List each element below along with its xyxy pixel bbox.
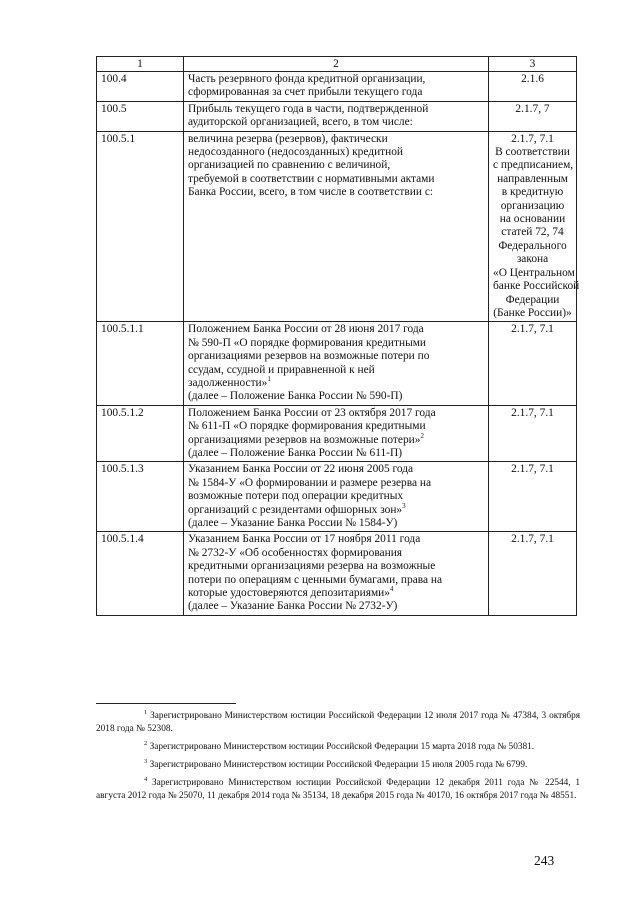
- footnote-mark: 2: [420, 431, 424, 440]
- reference-line: Федерации: [505, 293, 560, 306]
- footnote-text: Зарегистрировано Министерством юстиции Российской Федерации 15 июля 2005 года № 6799.: [147, 760, 528, 770]
- footnote: [96, 710, 580, 736]
- description-line: недосозданного (недосозданных) кредитной: [188, 146, 404, 159]
- row-code: 100.5.1.2: [97, 405, 184, 462]
- description-line: величина резерва (резервов), фактически: [188, 132, 388, 145]
- footnote-mark: 4: [389, 585, 394, 594]
- description-line: возможные потери под операции кредитных: [188, 490, 404, 503]
- description-line: Положением Банка России от 23 октября 2017 года: [188, 406, 436, 419]
- reference-line: В соответствии: [495, 146, 570, 159]
- description-line: Положением Банка России от 28 июня 2017 года: [188, 323, 424, 336]
- reference-line: в кредитную: [501, 186, 564, 199]
- description-line: ссудам, ссудной и приравненной к ней: [188, 363, 375, 376]
- row-code: 100.5.1.3: [97, 462, 184, 532]
- footnote-number: 2: [144, 739, 148, 747]
- table-row: [97, 405, 577, 462]
- description-line: задолженности»$^1$: [188, 375, 271, 389]
- reference-line: 2.1.6: [521, 73, 544, 85]
- description-line: № 2732-У «Об особенностях формирования: [188, 546, 403, 559]
- table-row: [97, 101, 577, 131]
- reference-line: 2.1.7, 7: [515, 102, 550, 115]
- description-line: Указанием Банка России от 17 ноября 2011 года: [188, 533, 421, 546]
- table-row: [97, 131, 577, 322]
- footnote-number: 3: [144, 757, 148, 765]
- header-col-3: 3: [489, 57, 577, 72]
- row-description: [184, 322, 489, 405]
- description-line: (далее – Указание Банка России № 1584-У): [188, 517, 398, 529]
- row-reference: [489, 131, 580, 322]
- description-line: (далее – Положение Банка России № 611-П): [188, 446, 402, 459]
- description-line: кредитными организациями резерва на возможные: [188, 560, 436, 573]
- footnote: [96, 741, 580, 754]
- header-col-1: 1: [97, 57, 184, 72]
- description-line: организациями резервов на возможные потери по: [188, 350, 430, 363]
- description-line: организаций с резидентами офшорных зон»$^3$: [188, 501, 406, 516]
- footnote-text: Зарегистрировано Министерством юстиции Российской Федерации 12 декабря 2011 года № 22544, 1 августа 2012 года № 25070, 11 декабря 2014 года № 35134, 18 декабря 2015 года № 40170, 16 октября 2017 года № 48551.: [96, 778, 580, 801]
- row-reference: [489, 322, 577, 405]
- reference-line: банке Российской: [493, 280, 580, 293]
- row-reference: [489, 532, 577, 615]
- description-line: требуемой в соответствии с нормативными актами: [188, 172, 435, 185]
- description-line: Прибыль текущего года в части, подтвержденной: [188, 102, 429, 115]
- reference-line: 2.1.7, 7.1: [511, 463, 554, 476]
- row-description: [184, 405, 489, 462]
- description-line: № 590-П «О порядке формирования кредитными: [188, 336, 427, 349]
- description-line: Указанием Банка России от 22 июня 2005 года: [188, 463, 414, 476]
- description-line: (далее – Указание Банка России № 2732-У): [188, 600, 398, 613]
- description-line: Часть резервного фонда кредитной организации,: [188, 73, 426, 85]
- reference-line: закона: [516, 253, 549, 266]
- description-line: которые удостоверяются депозитариями»$^4$: [188, 585, 394, 600]
- row-reference: [489, 405, 577, 462]
- row-code: 100.4: [97, 72, 184, 102]
- row-reference: [489, 72, 577, 102]
- reference-line: с предписанием,: [493, 159, 574, 172]
- footnote-text: Зарегистрировано Министерством юстиции Российской Федерации 12 июля 2017 года № 47384, 3 октября 2018 года № 52308.: [96, 711, 580, 734]
- footnote-text: Зарегистрировано Министерством юстиции Российской Федерации 15 марта 2018 года № 50381.: [147, 742, 535, 752]
- table-header-row: [97, 57, 577, 72]
- table-row: [97, 322, 577, 405]
- reference-line: на основании: [499, 213, 566, 226]
- row-description: [184, 462, 489, 532]
- row-code: 100.5.1.1: [97, 322, 184, 405]
- description-line: организацией по сравнению с величиной,: [188, 159, 391, 172]
- row-code: 100.5: [97, 101, 184, 131]
- reference-line: Федерального: [498, 239, 567, 252]
- reference-line: «О Центральном: [493, 266, 575, 279]
- footnote: [96, 777, 580, 803]
- reference-line: 2.1.7, 7.1: [511, 132, 554, 145]
- footnote-number: 1: [144, 708, 148, 716]
- footnote-separator: [96, 703, 236, 704]
- description-line: Банка России, всего, в том числе в соответствии с:: [188, 186, 434, 199]
- reference-line: (Банке России)»: [493, 306, 572, 319]
- header-col-2: 2: [184, 57, 489, 72]
- row-description: [184, 72, 489, 102]
- row-description: [184, 131, 489, 322]
- description-line: (далее – Положение Банка России № 590-П): [188, 390, 403, 403]
- reference-line: 2.1.7, 7.1: [511, 533, 554, 546]
- description-line: потери по операциям с ценными бумагами, права на: [188, 573, 443, 586]
- reference-line: статей 72, 74: [501, 226, 564, 239]
- description-line: № 611-П «О порядке формирования кредитными: [188, 420, 426, 433]
- table-row: [97, 532, 577, 615]
- reference-line: организацию: [500, 199, 565, 212]
- row-reference: [489, 462, 577, 532]
- reference-line: направленным: [497, 172, 568, 185]
- table-row: [97, 72, 577, 102]
- row-description: [184, 532, 489, 615]
- footnote-mark: 3: [402, 501, 406, 510]
- footnote: [96, 759, 580, 772]
- row-reference: [489, 101, 577, 131]
- footnote-number: 4: [144, 775, 148, 783]
- footnotes: [96, 710, 580, 808]
- description-line: сформированная за счет прибыли текущего года: [188, 86, 423, 99]
- footnote-mark: 1: [267, 375, 271, 384]
- page-number: 243: [534, 853, 555, 868]
- description-line: аудиторской организацией, всего, в том числе:: [188, 116, 413, 129]
- description-line: организациями резервов на возможные потери»$^2$: [188, 431, 424, 446]
- row-description: [184, 101, 489, 131]
- reference-line: 2.1.7, 7.1: [511, 323, 554, 336]
- indicators-table: [96, 56, 580, 616]
- table-row: [97, 462, 577, 532]
- row-code: 100.5.1.4: [97, 532, 184, 615]
- reference-line: 2.1.7, 7.1: [511, 406, 554, 419]
- row-code: 100.5.1: [97, 131, 184, 322]
- description-line: № 1584-У «О формировании и размере резерва на: [188, 476, 432, 489]
